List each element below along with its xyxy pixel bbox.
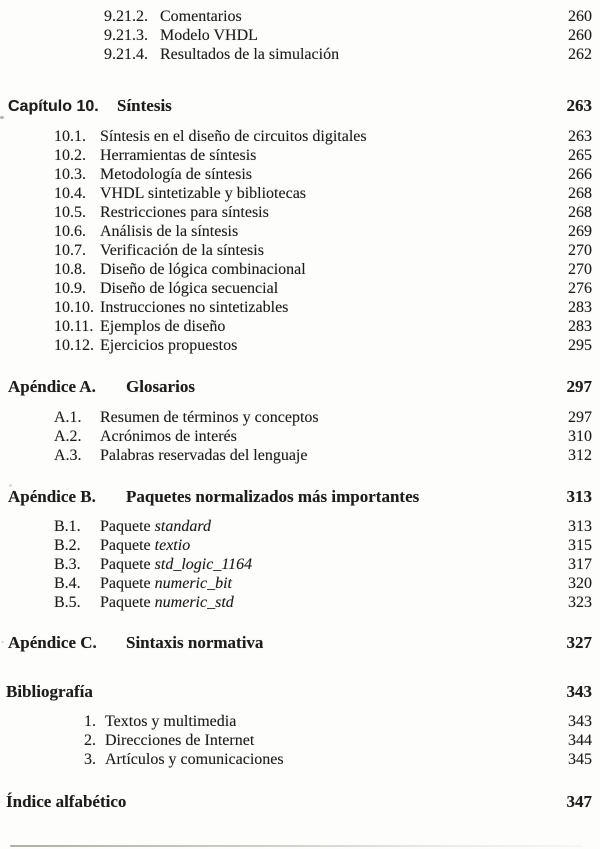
entry-title-text: Análisis de la síntesis: [100, 223, 239, 240]
entry-title: [100, 260, 558, 279]
toc-entry: [0, 593, 592, 612]
entry-title-text: Restricciones para síntesis: [100, 204, 269, 221]
entry-title-text: Metodología de síntesis: [100, 166, 252, 183]
entry-page-number: 315: [568, 537, 592, 554]
toc-entry: [0, 45, 592, 64]
chapter-title: Paquetes normalizados más importantes: [126, 487, 420, 506]
entry-title-italic: std_logic_1164: [154, 556, 253, 573]
toc-entry: [0, 26, 592, 45]
toc-entry: [0, 408, 592, 427]
section-heading-page-number: 347: [566, 792, 592, 811]
toc-entry: [0, 165, 592, 184]
toc-entry-group: [0, 408, 592, 465]
entry-title-text: Síntesis en el diseño de circuitos digitales: [100, 128, 367, 145]
entry-page-number: 345: [568, 751, 592, 768]
entry-title: [100, 555, 558, 574]
toc-entry: [0, 127, 592, 146]
entry-number: 10.8.: [54, 261, 86, 278]
entry-title: [105, 731, 558, 750]
entry-title: [100, 127, 558, 146]
section-heading: [0, 791, 592, 813]
toc-entry: [0, 555, 592, 574]
entry-title-text: Resultados de la simulación: [160, 46, 340, 63]
entry-title-text: Paquete: [100, 518, 155, 535]
entry-page-number: 313: [568, 518, 592, 535]
entry-title-text: Paquete: [100, 575, 155, 592]
entry-page-number: 343: [568, 713, 592, 730]
entry-page-number: 260: [568, 8, 592, 25]
entry-number: 10.7.: [54, 242, 86, 259]
entry-title-text: VHDL sintetizable y bibliotecas: [100, 185, 307, 202]
entry-title: [100, 279, 558, 298]
toc-entry: [0, 336, 592, 355]
toc-entry: [0, 241, 592, 260]
entry-title: [100, 536, 558, 555]
entry-title-italic: numeric_bit: [154, 575, 232, 592]
scan-artifact: [1, 641, 4, 643]
chapter-label: Apéndice A.: [8, 377, 96, 396]
entry-title: [100, 298, 558, 317]
chapter-label: Apéndice B.: [8, 487, 96, 506]
entry-page-number: 268: [568, 204, 592, 221]
entry-title: [100, 593, 558, 612]
entry-number: A.3.: [54, 447, 82, 464]
entry-title-text: Paquete: [100, 556, 155, 573]
entry-title: [100, 446, 558, 465]
chapter-heading: [0, 376, 592, 398]
entry-title: [100, 336, 558, 355]
entry-title-text: Ejercicios propuestos: [100, 337, 238, 354]
entry-number: 10.9.: [54, 280, 86, 297]
entry-number: 10.2.: [54, 147, 86, 164]
entry-number: 3.: [84, 751, 96, 768]
entry-title: [160, 7, 558, 26]
entry-number: B.4.: [54, 575, 81, 592]
entry-title: [100, 574, 558, 593]
entry-title-text: Herramientas de síntesis: [100, 147, 257, 164]
toc-entry: [0, 750, 592, 769]
toc-entry: [0, 298, 592, 317]
toc-entry: [0, 731, 592, 750]
chapter-heading: [0, 486, 592, 508]
entry-page-number: 265: [568, 147, 592, 164]
section-heading-title: Índice alfabético: [6, 792, 127, 811]
entry-page-number: 276: [568, 280, 592, 297]
entry-number: A.1.: [54, 409, 82, 426]
toc-entry: [0, 574, 592, 593]
entry-title: [160, 45, 558, 64]
entry-title: [100, 165, 558, 184]
entry-number: 10.12.: [54, 337, 94, 354]
entry-page-number: 269: [568, 223, 592, 240]
page-bottom-rule: [10, 845, 582, 847]
entry-number: 10.11.: [54, 318, 94, 335]
entry-number: 10.4.: [54, 185, 86, 202]
entry-title: [100, 408, 558, 427]
entry-number: B.1.: [54, 518, 81, 535]
scan-artifact: [9, 484, 12, 487]
entry-title-italic: textio: [154, 537, 191, 554]
chapter-title: Síntesis: [117, 96, 172, 115]
entry-title-text: Acrónimos de interés: [100, 428, 237, 445]
entry-page-number: 283: [568, 299, 592, 316]
chapter-page-number: 327: [566, 633, 592, 652]
toc-entry: [0, 536, 592, 555]
entry-number: 1.: [84, 713, 96, 730]
entry-title: [100, 222, 558, 241]
entry-title-italic: standard: [154, 518, 211, 535]
entry-page-number: 295: [568, 337, 592, 354]
entry-page-number: 310: [568, 428, 592, 445]
entry-page-number: 262: [568, 46, 592, 63]
entry-title: [100, 184, 558, 203]
entry-title: [100, 241, 558, 260]
toc-entry: [0, 203, 592, 222]
entry-page-number: 270: [568, 242, 592, 259]
entry-page-number: 317: [568, 556, 592, 573]
section-heading-title: Bibliografía: [6, 682, 93, 701]
entry-number: 2.: [84, 732, 96, 749]
entry-title-text: Resumen de términos y conceptos: [100, 409, 319, 426]
entry-title-text: Ejemplos de diseño: [100, 318, 226, 335]
toc-entry-group: [0, 7, 592, 64]
entry-title-text: Paquete: [100, 537, 155, 554]
toc-entry: [0, 427, 592, 446]
toc-entry: [0, 517, 592, 536]
entry-title: [105, 712, 558, 731]
entry-title: [105, 750, 558, 769]
entry-number: 9.21.3.: [104, 27, 148, 44]
entry-page-number: 297: [568, 409, 592, 426]
toc-entry-group: [0, 517, 592, 612]
entry-title-text: Modelo VHDL: [160, 27, 258, 44]
entry-number: B.5.: [54, 594, 81, 611]
chapter-title: Sintaxis normativa: [126, 633, 264, 652]
entry-title-text: Textos y multimedia: [105, 713, 237, 730]
entry-number: 10.3.: [54, 166, 86, 183]
entry-title: [100, 146, 558, 165]
entry-title: [160, 26, 558, 45]
entry-number: B.3.: [54, 556, 81, 573]
section-heading: [0, 681, 592, 703]
entry-page-number: 344: [568, 732, 592, 749]
chapter-page-number: 263: [566, 96, 592, 115]
toc-entry: [0, 260, 592, 279]
toc-entry: [0, 184, 592, 203]
toc-entry: [0, 222, 592, 241]
entry-title-text: Direcciones de Internet: [105, 732, 255, 749]
toc-entry-group: [0, 712, 592, 769]
entry-title: [100, 517, 558, 536]
chapter-title: Glosarios: [126, 377, 195, 396]
entry-page-number: 268: [568, 185, 592, 202]
chapter-page-number: 297: [566, 377, 592, 396]
entry-title-text: Diseño de lógica combinacional: [100, 261, 306, 278]
entry-title: [100, 317, 558, 336]
entry-title-text: Diseño de lógica secuencial: [100, 280, 279, 297]
toc-entry: [0, 279, 592, 298]
chapter-label: Apéndice C.: [8, 633, 97, 652]
entry-title-text: Verificación de la síntesis: [100, 242, 264, 259]
section-heading-page-number: 343: [566, 682, 592, 701]
chapter-label: Capítulo 10.: [8, 98, 99, 115]
entry-title-italic: numeric_std: [154, 594, 234, 611]
entry-page-number: 260: [568, 27, 592, 44]
toc-entry: [0, 146, 592, 165]
toc-entry: [0, 7, 592, 26]
entry-number: 10.1.: [54, 128, 86, 145]
entry-title-text: Artículos y comunicaciones: [105, 751, 284, 768]
entry-page-number: 323: [568, 594, 592, 611]
entry-title: [100, 427, 558, 446]
entry-page-number: 320: [568, 575, 592, 592]
entry-title-text: Comentarios: [160, 8, 242, 25]
chapter-heading: [0, 632, 592, 654]
toc-entry-group: [0, 127, 592, 355]
entry-page-number: 266: [568, 166, 592, 183]
scan-artifact: [0, 116, 4, 119]
entry-page-number: 270: [568, 261, 592, 278]
entry-number: 10.6.: [54, 223, 86, 240]
entry-number: 9.21.4.: [104, 46, 148, 63]
toc-entry: [0, 446, 592, 465]
toc-entry: [0, 712, 592, 731]
entry-page-number: 263: [568, 128, 592, 145]
entry-number: A.2.: [54, 428, 82, 445]
entry-number: B.2.: [54, 537, 81, 554]
entry-page-number: 283: [568, 318, 592, 335]
entry-title-text: Paquete: [100, 594, 155, 611]
entry-number: 9.21.2.: [104, 8, 148, 25]
entry-title: [100, 203, 558, 222]
chapter-page-number: 313: [566, 487, 592, 506]
entry-title-text: Instrucciones no sintetizables: [100, 299, 289, 316]
entry-number: 10.5.: [54, 204, 86, 221]
chapter-heading: [0, 95, 592, 118]
entry-title-text: Palabras reservadas del lenguaje: [100, 447, 308, 464]
entry-number: 10.10.: [54, 299, 94, 316]
toc-entry: [0, 317, 592, 336]
entry-page-number: 312: [568, 447, 592, 464]
